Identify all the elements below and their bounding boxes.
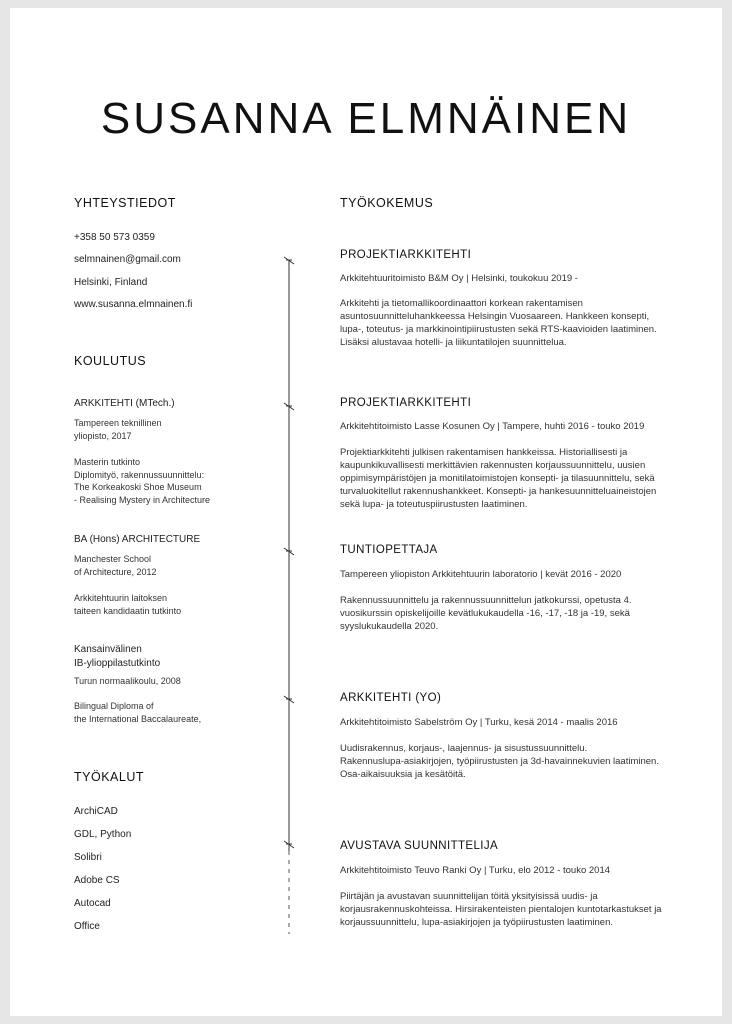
education-2-title: BA (Hons) ARCHITECTURE: [74, 534, 201, 545]
contact-phone: +358 50 573 0359: [74, 232, 155, 243]
job-4-company: Arkkitehtitoimisto Sabelström Oy | Turku, kesä 2014 - maalis 2016: [340, 717, 618, 728]
contact-email: selmnainen@gmail.com: [74, 254, 181, 265]
education-1-title: ARKKITEHTI (MTech.): [74, 398, 175, 409]
education-3-title: Kansainvälinen IB-ylioppilastutkinto: [74, 644, 161, 669]
tools-heading: TYÖKALUT: [74, 770, 144, 784]
job-3-description: Rakennussuunnittelu ja rakennussuunnittelun jatkokurssi, opetusta 4. vuosikurssin opiskelijoille kevätlukukaudella -16, -17, -18 ja -19, sekä syyslukukaudella 2020.: [340, 595, 632, 632]
job-1-title: PROJEKTIARKKITEHTI: [340, 249, 472, 261]
resume-page: [10, 8, 722, 1016]
education-heading: KOULUTUS: [74, 354, 147, 368]
job-4-description: Uudisrakennus, korjaus-, laajennus- ja sisustussuunnittelu. Rakennuslupa-asiakirjojen, työpiirustusten ja 3d-havainnekuvien laatiminen. Osa-aikaisuuksia ja kesätöitä.: [340, 743, 659, 780]
tool-item: Solibri: [74, 852, 102, 863]
education-1-school: Tampereen teknillinen yliopisto, 2017: [74, 418, 162, 441]
job-2-title: PROJEKTIARKKITEHTI: [340, 397, 472, 409]
education-1-details: Masterin tutkinto Diplomityö, rakennussuunnittelu: The Korkeakoski Shoe Museum - Realising Mystery in Architecture: [74, 457, 211, 505]
job-5-description: Piirtäjän ja avustavan suunnittelijan töitä yksityisissä uudis- ja korjausrakennuskohteissa. Hirsirakenteisten pientalojen kuntotarkastukset ja korjaussuunnittelu, lupa-asiakirjojen ja työpiirustusten laatiminen.: [340, 891, 662, 928]
education-3-details: Bilingual Diploma of the International Baccalaureate,: [74, 701, 202, 724]
contact-website: www.susanna.elmnainen.fi: [74, 299, 193, 310]
contact-location: Helsinki, Finland: [74, 277, 148, 288]
person-name: SUSANNA ELMNÄINEN: [100, 94, 632, 143]
job-2-company: Arkkitehtitoimisto Lasse Kosunen Oy | Tampere, huhti 2016 - touko 2019: [340, 421, 645, 432]
tool-item: Autocad: [74, 898, 111, 909]
education-3-school: Turun normaalikoulu, 2008: [74, 676, 181, 686]
tool-item: ArchiCAD: [74, 806, 118, 817]
education-2-details: Arkkitehtuurin laitoksen taiteen kandidaatin tutkinto: [74, 593, 182, 616]
job-3-company: Tampereen yliopiston Arkkitehtuurin laboratorio | kevät 2016 - 2020: [340, 569, 622, 580]
education-2-school: Manchester School of Architecture, 2012: [74, 554, 157, 577]
job-4-title: ARKKITEHTI (YO): [340, 692, 442, 704]
job-3-title: TUNTIOPETTAJA: [340, 544, 438, 556]
job-1-company: Arkkitehtuuritoimisto B&M Oy | Helsinki, toukokuu 2019 -: [340, 273, 578, 284]
contact-heading: YHTEYSTIEDOT: [74, 196, 176, 210]
job-5-company: Arkkitehtitoimisto Teuvo Ranki Oy | Turku, elo 2012 - touko 2014: [340, 865, 611, 876]
tool-item: Adobe CS: [74, 875, 120, 886]
tool-item: Office: [74, 921, 100, 932]
job-1-description: Arkkitehti ja tietomallikoordinaattori korkean rakentamisen asuntosuunnitteluhankkeessa Helsingin Vuosaareen. Hankkeen konsepti, lupa-, toteutus- ja markkinointipiirustusten sekä RTS-kaavioiden laatiminen. Lisäksi alustavaa hotelli- ja liikuntatilojen suunnittelua.: [340, 298, 657, 348]
job-5-title: AVUSTAVA SUUNNITTELIJA: [340, 840, 499, 852]
experience-heading: TYÖKOKEMUS: [340, 196, 434, 210]
tool-item: GDL, Python: [74, 829, 132, 840]
job-2-description: Projektiarkkitehti julkisen rakentamisen hankkeissa. Historiallisesti ja kaupunkikuvallisesti merkittävien rakennusten korjaussuunnittelu, uusien oppimisympäristöjen ja monitilatoimistojen konsepti- ja tilasuunnittelu, sekä turvaluokitellut rakennushankkeet. Konsepti- ja hankesuunnitteluaineistojen sekä lupa- ja toteutuspiirustusten laatiminen.: [340, 447, 657, 510]
